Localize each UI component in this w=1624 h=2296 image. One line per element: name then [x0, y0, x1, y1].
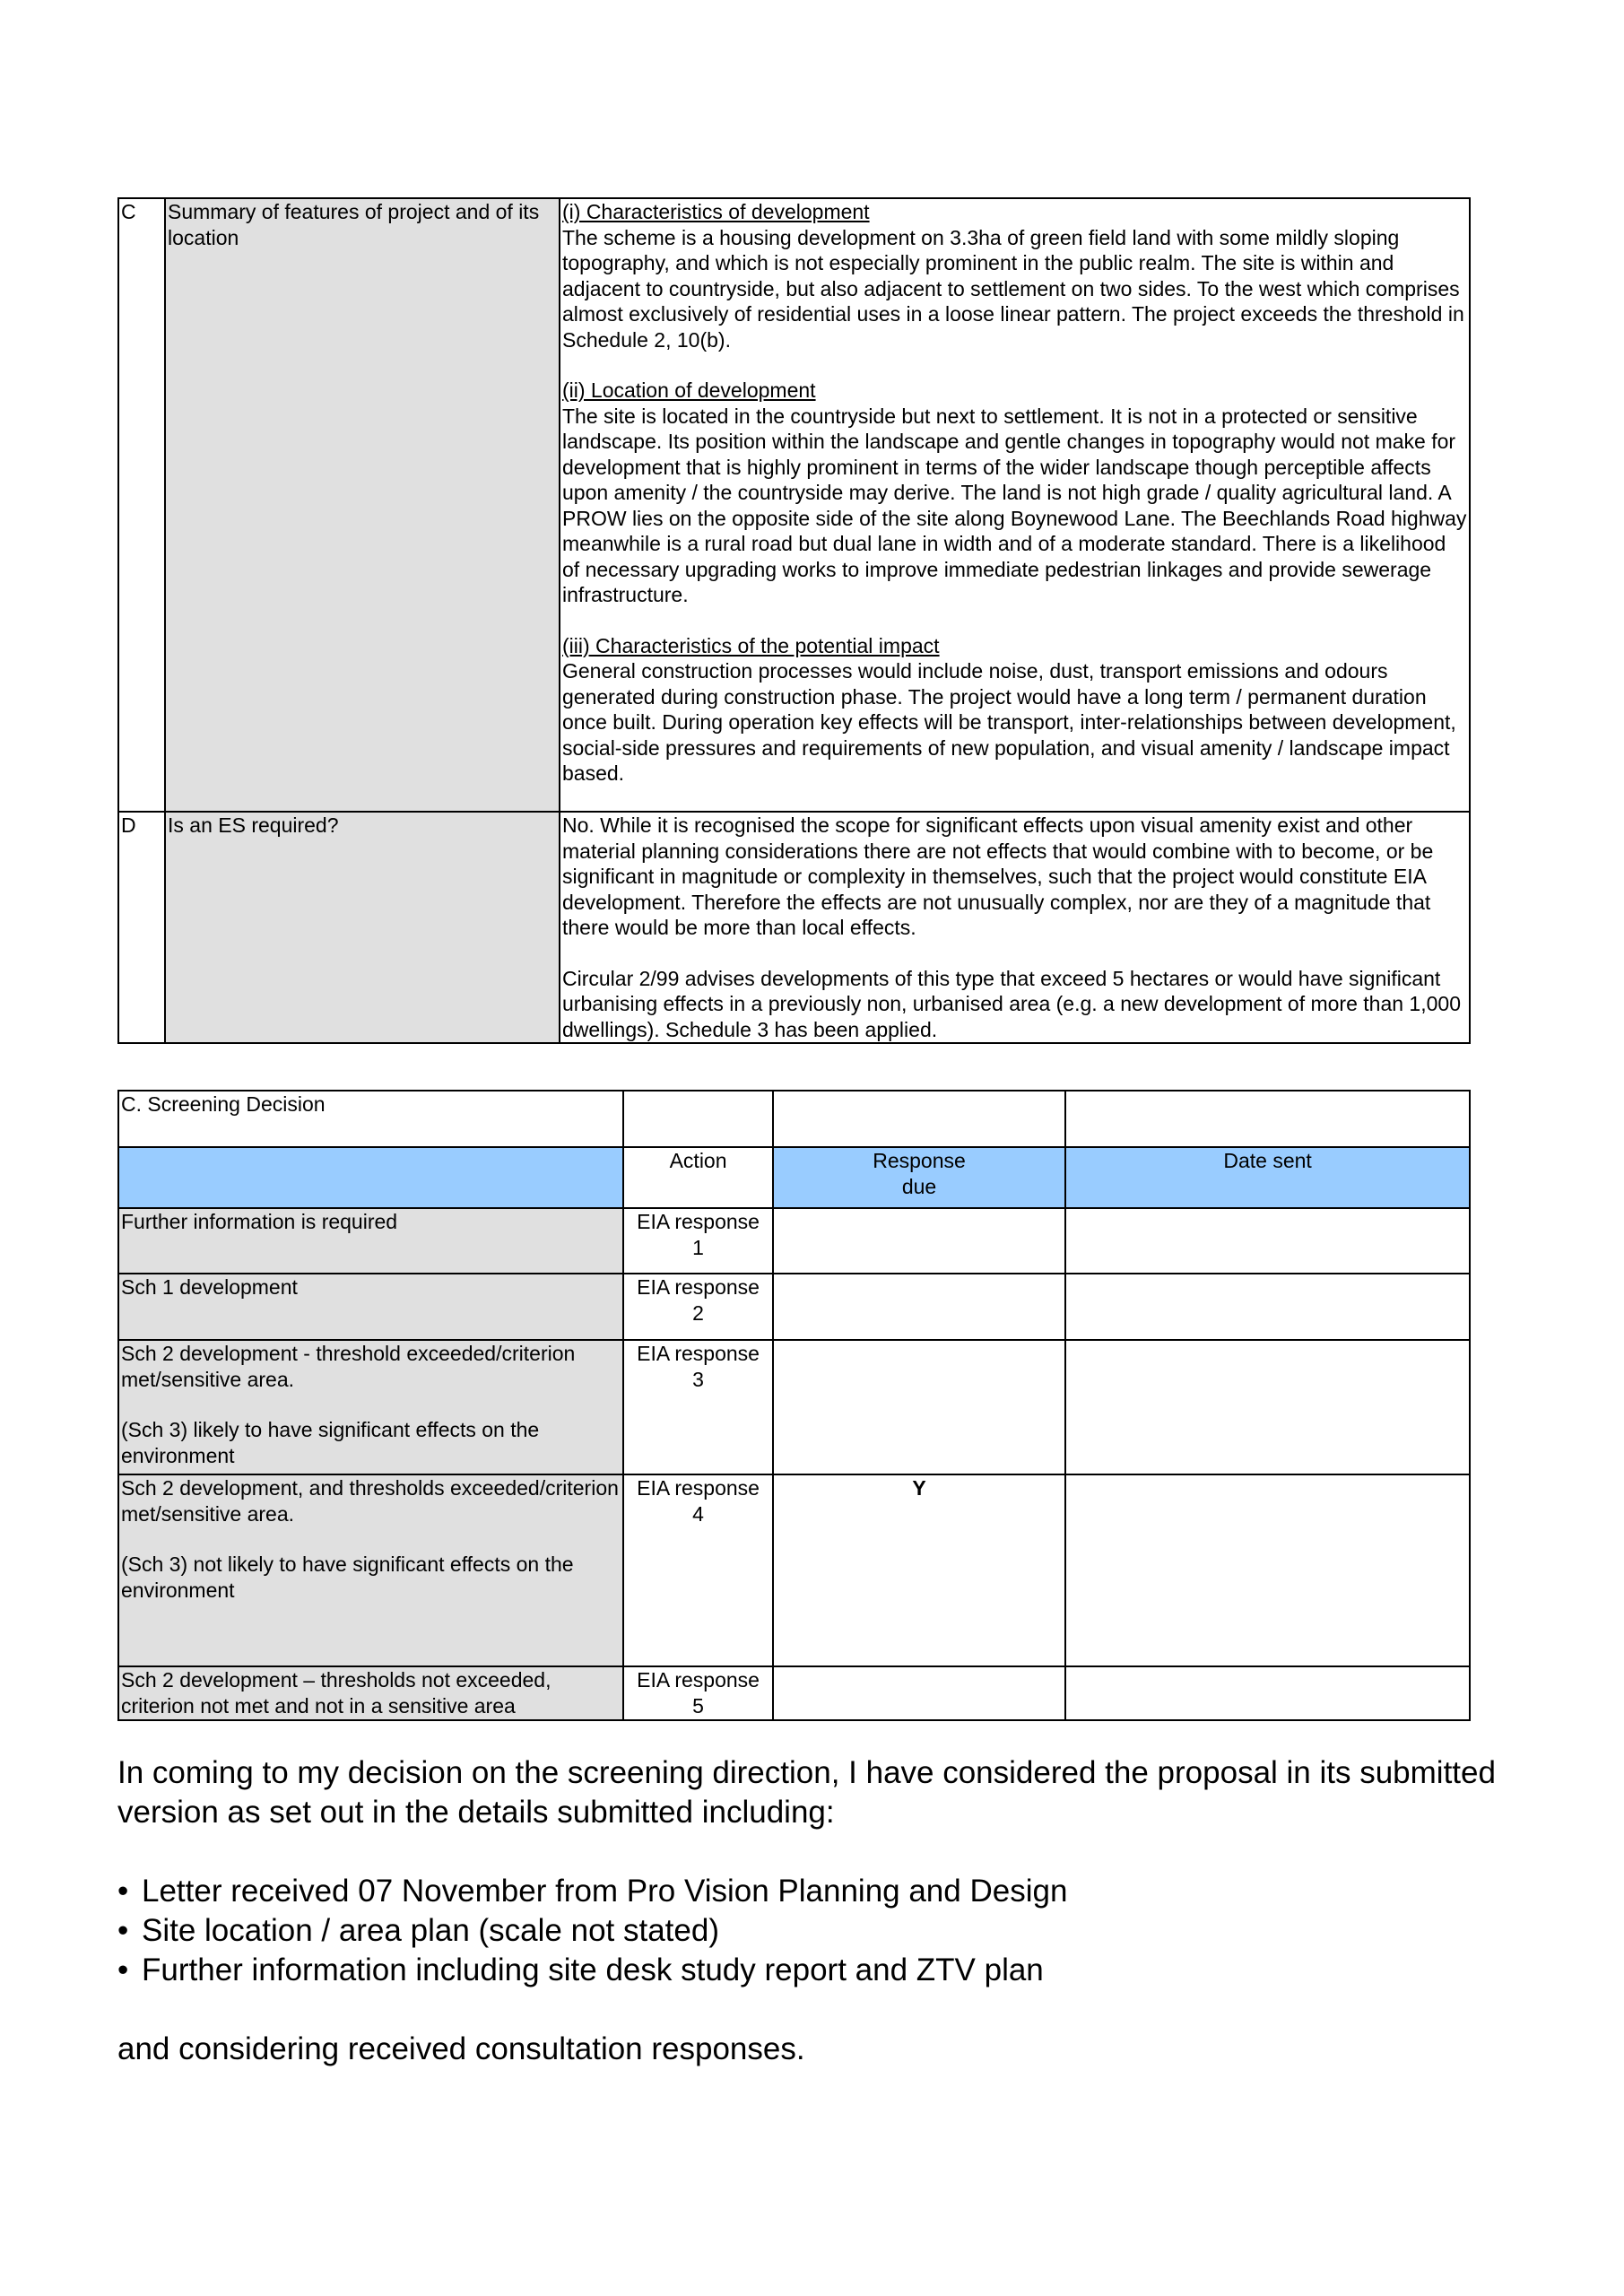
- bullet-icon: •: [117, 1874, 129, 1909]
- date-sent-cell: [1065, 1666, 1470, 1720]
- documents-list: [117, 1872, 1498, 1990]
- section-heading: (iii) Characteristics of the potential impact: [562, 633, 940, 657]
- conclusion-section: [117, 1753, 1498, 2069]
- bullet-icon: •: [117, 1952, 129, 1987]
- table-title: C. Screening Decision: [118, 1091, 623, 1147]
- row-label: Further information is required: [118, 1208, 623, 1274]
- table-header-row: [118, 1147, 1470, 1208]
- row-label: Is an ES required?: [165, 812, 560, 1043]
- row-label: Sch 2 development – thresholds not exceeded, criterion not met and not in a sensitive area: [118, 1666, 623, 1720]
- table-row: [118, 812, 1470, 1043]
- row-letter: D: [118, 812, 165, 1043]
- section-heading: (i) Characteristics of development: [562, 200, 870, 223]
- assessment-table: [117, 197, 1471, 1044]
- response-due-cell: [773, 1340, 1065, 1474]
- list-item: • Letter received 07 November from Pro Vision Planning and Design: [117, 1872, 1498, 1911]
- answer-text: No. While it is recognised the scope for significant effects upon visual amenity exist and other material planning considerations there are not effects that would combine with to become, or be significant in magnitude or complexity in themselves, such that the project would constitute EIA development. Therefore the effects are not unusually complex, nor are they of a magnitude that there would be more than local effects.: [562, 813, 1434, 939]
- table-row: [118, 1274, 1470, 1340]
- date-sent-cell: [1065, 1340, 1470, 1474]
- conclusion-intro: In coming to my decision on the screening direction, I have considered the proposal in its submitted version as set out in the details submitted including:: [117, 1755, 1496, 1830]
- action-cell: EIA response 4: [623, 1474, 773, 1666]
- list-item: • Site location / area plan (scale not stated): [117, 1911, 1498, 1951]
- table-row: [118, 1208, 1470, 1274]
- row-content: [560, 812, 1470, 1043]
- action-cell: EIA response 2: [623, 1274, 773, 1340]
- action-cell: EIA response 1: [623, 1208, 773, 1274]
- column-header-action: Action: [623, 1147, 773, 1208]
- row-content: [560, 198, 1470, 812]
- column-header-response-due: Response due: [773, 1147, 1065, 1208]
- section-text: The scheme is a housing development on 3.3ha of green field land with some mildly sloping topography, and which is not especially prominent in the public realm. The site is within and adjacent to countryside, but also adjacent to settlement on two sides. To the west which comprises almost exclusively of residential uses in a loose linear pattern. The project exceeds the threshold in Schedule 2, 10(b).: [562, 225, 1464, 352]
- list-item: • Further information including site desk study report and ZTV plan: [117, 1951, 1498, 1990]
- table-row: [118, 1091, 1470, 1147]
- answer-text: Circular 2/99 advises developments of this type that exceed 5 hectares or would have significant urbanising effects in a previously non, urbanised area (e.g. a new development of more than 1,000 dwellings). Schedule 3 has been applied.: [562, 966, 1461, 1041]
- row-label: Sch 2 development - threshold exceeded/criterion met/sensitive area. (Sch 3) likely to have significant effects on the environment: [118, 1340, 623, 1474]
- action-cell: EIA response 5: [623, 1666, 773, 1720]
- section-text: General construction processes would include noise, dust, transport emissions and odours generated during construction phase. The project would have a long term / permanent duration once built. During operation key effects will be transport, inter-relationships between development, social-side pressures and requirements of new population, and visual amenity / landscape impact based.: [562, 659, 1456, 785]
- response-due-cell: [773, 1666, 1065, 1720]
- conclusion-closing: and considering received consultation responses.: [117, 2031, 805, 2066]
- row-label: Sch 2 development, and thresholds exceeded/criterion met/sensitive area. (Sch 3) not likely to have significant effects on the environment: [118, 1474, 623, 1666]
- table-row: [118, 1474, 1470, 1666]
- table-row: [118, 1666, 1470, 1720]
- screening-decision-table: [117, 1090, 1471, 1721]
- action-cell: EIA response 3: [623, 1340, 773, 1474]
- table-row: [118, 1340, 1470, 1474]
- date-sent-cell: [1065, 1474, 1470, 1666]
- column-header-date-sent: Date sent: [1065, 1147, 1470, 1208]
- table-row: [118, 198, 1470, 812]
- response-due-cell: Y: [773, 1474, 1065, 1666]
- row-letter: C: [118, 198, 165, 812]
- date-sent-cell: [1065, 1274, 1470, 1340]
- section-heading: (ii) Location of development: [562, 378, 816, 402]
- date-sent-cell: [1065, 1208, 1470, 1274]
- row-label: Sch 1 development: [118, 1274, 623, 1340]
- response-due-cell: [773, 1208, 1065, 1274]
- section-text: The site is located in the countryside but next to settlement. It is not in a protected or sensitive landscape. Its position within the landscape and gentle changes in topography would not make for development that is highly prominent in terms of the wider landscape though perceptible affects upon amenity / the countryside may derive. The land is not high grade / quality agricultural land. A PROW lies on the opposite side of the site along Boynewood Lane. The Beechlands Road highway meanwhile is a rural road but dual lane in width and of a moderate standard. There is a likelihood of necessary upgrading works to improve immediate pedestrian linkages and provide sewerage infrastructure.: [562, 404, 1467, 606]
- response-due-cell: [773, 1274, 1065, 1340]
- row-label: Summary of features of project and of its location: [165, 198, 560, 812]
- bullet-icon: •: [117, 1913, 129, 1948]
